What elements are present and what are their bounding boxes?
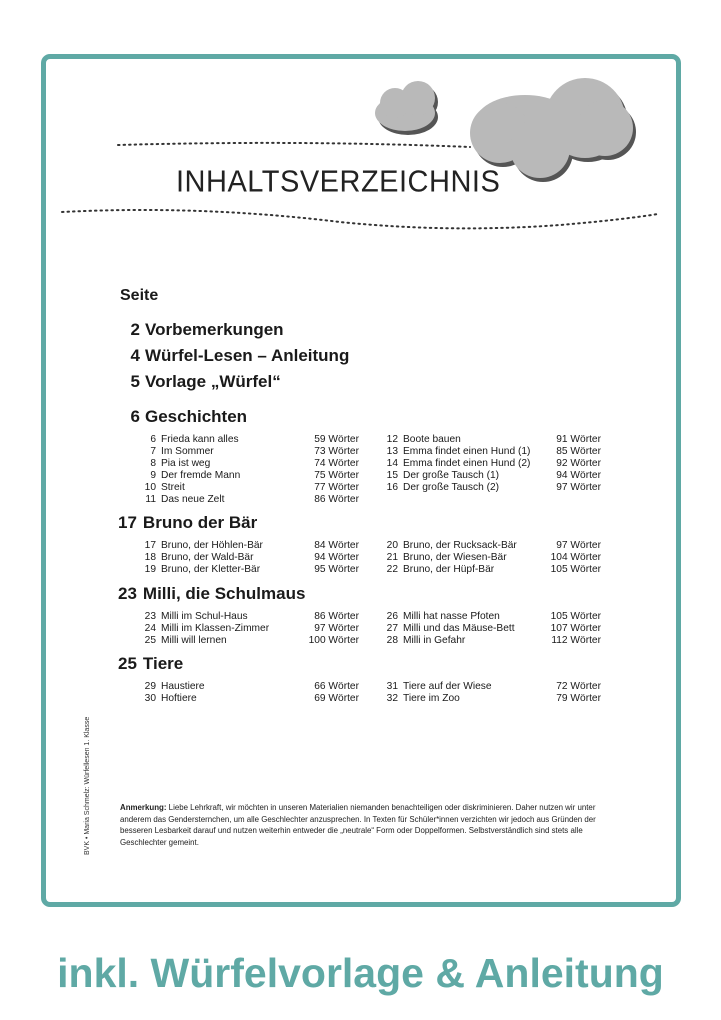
story-title: Boote bauen xyxy=(403,434,461,445)
word-count: 84 Wörter xyxy=(314,540,359,551)
story-title: Frieda kann alles xyxy=(161,434,239,445)
section-rows xyxy=(116,611,601,647)
word-count: 86 Wörter xyxy=(314,611,359,622)
story-title: Milli will lernen xyxy=(161,635,227,647)
story-page: 17 xyxy=(144,540,156,551)
story-page: 19 xyxy=(144,564,156,576)
word-count: 72 Wörter xyxy=(556,681,601,692)
section-page: 25 xyxy=(118,654,137,673)
story-page: 30 xyxy=(144,693,156,705)
word-count: 94 Wörter xyxy=(314,552,359,564)
story-page: 23 xyxy=(144,611,156,622)
word-count: 91 Wörter xyxy=(556,434,601,445)
story-page: 22 xyxy=(386,564,398,576)
story-title: Bruno, der Kletter-Bär xyxy=(161,564,261,576)
story-title: Emma findet einen Hund (1) xyxy=(403,446,531,458)
story-page: 24 xyxy=(144,623,156,635)
note-text: Liebe Lehrkraft, wir möchten in unseren Materialien niemanden benachteiligen oder diskriminieren. Daher nutzen wir unter anderem das Gendersternchen, um alle Geschlechter anzusprechen. In Texten für Schüler*innen verzichten wir jedoch aus Gründen der besseren Lesbarkeit darauf und nutzen weiterhin entweder die „neutrale“ Form oder Doppelformen. Selbstverständlich sind stets alle Geschlechter gemeint. xyxy=(120,803,596,847)
story-page: 14 xyxy=(386,458,398,470)
story-page: 31 xyxy=(386,681,398,692)
seite-label: Seite xyxy=(120,287,159,304)
story-page: 28 xyxy=(386,635,398,647)
table-row xyxy=(116,446,601,458)
story-title: Bruno, der Wiesen-Bär xyxy=(403,552,507,564)
entry-page: 2 xyxy=(130,320,140,339)
word-count: 77 Wörter xyxy=(314,482,359,494)
word-count: 73 Wörter xyxy=(314,446,359,458)
table-row xyxy=(116,494,601,506)
section-page: 17 xyxy=(118,513,137,532)
table-row xyxy=(116,434,601,446)
section-rows xyxy=(116,434,601,507)
word-count: 97 Wörter xyxy=(314,623,359,635)
story-page: 12 xyxy=(386,434,398,445)
story-title: Haustiere xyxy=(161,681,205,692)
section-rows xyxy=(116,681,601,705)
section-page: 23 xyxy=(118,584,137,603)
main-entry xyxy=(118,320,284,340)
table-row xyxy=(116,681,601,693)
word-count: 59 Wörter xyxy=(314,434,359,445)
entry-label: Vorlage „Würfel“ xyxy=(145,372,281,391)
story-title: Der große Tausch (1) xyxy=(403,470,500,482)
table-row xyxy=(116,540,601,552)
note xyxy=(120,802,602,848)
entry-label: Würfel-Lesen – Anleitung xyxy=(145,346,350,365)
table-row xyxy=(116,458,601,470)
story-title: Emma findet einen Hund (2) xyxy=(403,458,531,470)
entry-page: 4 xyxy=(130,346,140,365)
story-title: Milli im Klassen-Zimmer xyxy=(161,623,270,635)
section-rows xyxy=(116,540,601,576)
word-count: 92 Wörter xyxy=(556,458,601,470)
story-page: 13 xyxy=(386,446,398,458)
story-page: 15 xyxy=(386,470,398,482)
story-page: 18 xyxy=(144,552,156,564)
story-title: Bruno, der Hüpf-Bär xyxy=(403,564,495,576)
story-title: Pia ist weg xyxy=(161,458,211,470)
side-credit: BVK • Maria Schmelz: Würfellesen 1. Klasse xyxy=(84,716,91,855)
section-heading xyxy=(118,407,247,427)
story-title: Tiere im Zoo xyxy=(403,693,460,705)
table-row xyxy=(116,552,601,564)
story-title: Bruno, der Wald-Bär xyxy=(161,552,254,564)
story-page: 7 xyxy=(150,446,156,458)
story-page: 25 xyxy=(144,635,156,647)
story-title: Milli in Gefahr xyxy=(403,635,466,647)
story-page: 27 xyxy=(386,623,398,635)
story-title: Im Sommer xyxy=(161,446,214,458)
story-title: Milli im Schul-Haus xyxy=(161,611,248,622)
section-label: Bruno der Bär xyxy=(142,513,258,532)
section-heading xyxy=(118,513,257,533)
story-page: 8 xyxy=(150,458,156,470)
word-count: 85 Wörter xyxy=(556,446,601,458)
story-page: 16 xyxy=(386,482,398,494)
word-count: 86 Wörter xyxy=(314,494,359,506)
word-count: 112 Wörter xyxy=(551,635,601,647)
word-count: 69 Wörter xyxy=(314,693,359,705)
story-page: 32 xyxy=(386,693,398,705)
section-page: 6 xyxy=(130,407,140,426)
word-count: 79 Wörter xyxy=(556,693,601,705)
main-entry xyxy=(118,346,349,366)
section-label: Milli, die Schulmaus xyxy=(142,584,306,603)
story-title: Milli und das Mäuse-Bett xyxy=(403,623,515,635)
bottom-banner: inkl. Würfelvorlage & Anleitung xyxy=(57,950,664,996)
story-page: 10 xyxy=(144,482,156,494)
word-count: 104 Wörter xyxy=(550,552,601,564)
note-label: Anmerkung: xyxy=(120,803,167,812)
table-row xyxy=(116,635,601,647)
section-label: Tiere xyxy=(142,654,184,673)
story-title: Tiere auf der Wiese xyxy=(403,681,492,692)
word-count: 105 Wörter xyxy=(550,611,601,622)
section-heading xyxy=(118,654,183,674)
page-title: INHALTSVERZEICHNIS xyxy=(176,165,501,199)
story-page: 29 xyxy=(144,681,156,692)
story-page: 20 xyxy=(386,540,398,551)
story-page: 9 xyxy=(150,470,156,482)
table-row xyxy=(116,482,601,494)
story-title: Hoftiere xyxy=(161,693,197,705)
table-row xyxy=(116,693,601,705)
section-label: Geschichten xyxy=(145,407,248,426)
story-page: 26 xyxy=(386,611,398,622)
word-count: 74 Wörter xyxy=(314,458,359,470)
story-page: 6 xyxy=(150,434,156,445)
story-title: Streit xyxy=(161,482,185,494)
table-row xyxy=(116,623,601,635)
word-count: 105 Wörter xyxy=(550,564,601,576)
word-count: 94 Wörter xyxy=(556,470,601,482)
table-row xyxy=(116,564,601,576)
main-entry xyxy=(118,372,281,392)
story-page: 11 xyxy=(145,494,156,506)
entry-label: Vorbemerkungen xyxy=(145,320,284,339)
story-title: Bruno, der Höhlen-Bär xyxy=(161,540,263,551)
word-count: 100 Wörter xyxy=(308,635,359,647)
story-title: Bruno, der Rucksack-Bär xyxy=(403,540,517,551)
story-title: Der große Tausch (2) xyxy=(403,482,500,494)
story-title: Das neue Zelt xyxy=(161,494,225,506)
table-row xyxy=(116,470,601,482)
word-count: 107 Wörter xyxy=(550,623,601,635)
section-heading xyxy=(118,584,305,604)
story-page: 21 xyxy=(386,552,398,564)
word-count: 95 Wörter xyxy=(314,564,359,576)
table-row xyxy=(116,611,601,623)
story-title: Milli hat nasse Pfoten xyxy=(403,611,500,622)
word-count: 97 Wörter xyxy=(556,540,601,551)
story-title: Der fremde Mann xyxy=(161,470,241,482)
word-count: 66 Wörter xyxy=(314,681,359,692)
word-count: 97 Wörter xyxy=(556,482,601,494)
word-count: 75 Wörter xyxy=(314,470,359,482)
entry-page: 5 xyxy=(130,372,140,391)
